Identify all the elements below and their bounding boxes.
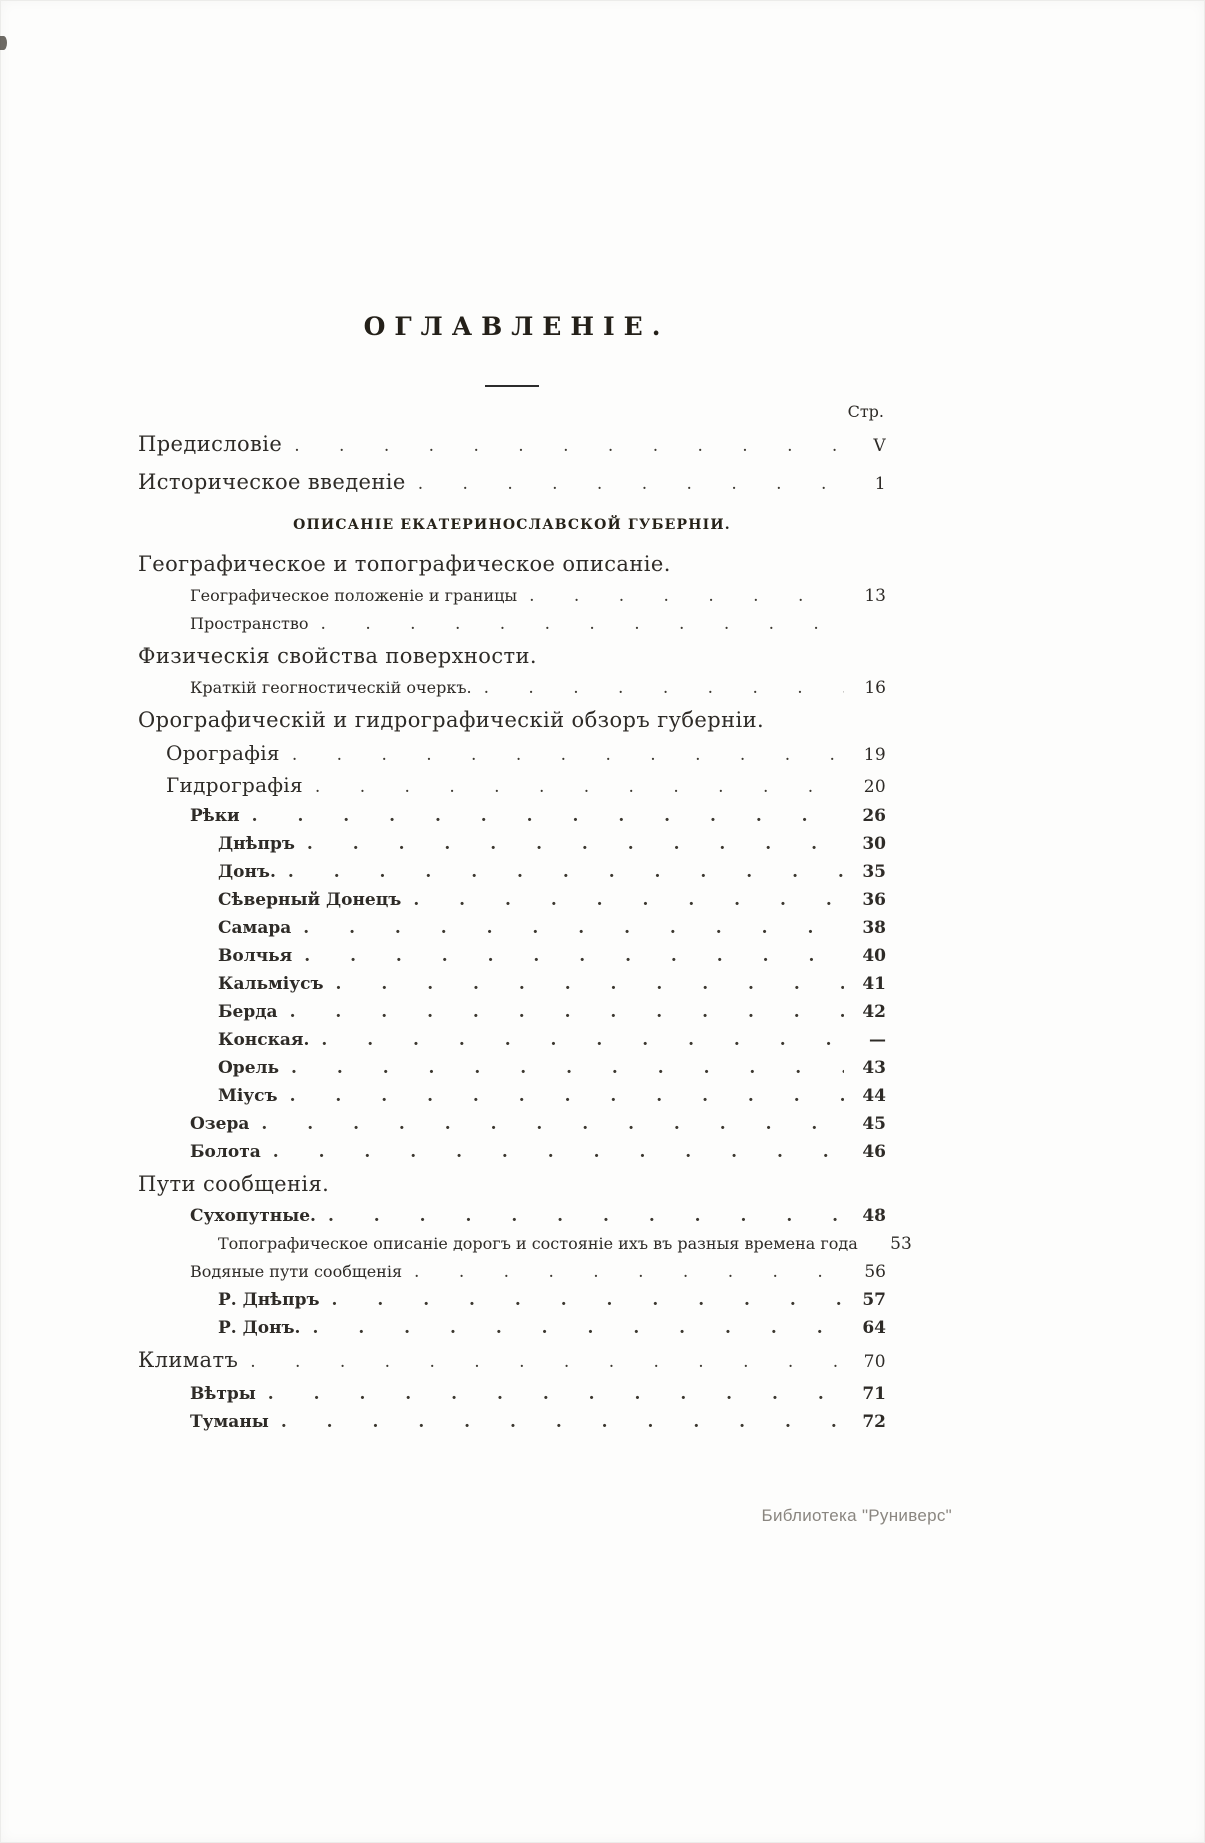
dot-leader	[294, 428, 844, 464]
page-number: 20	[863, 777, 886, 797]
dot-leader	[529, 582, 844, 610]
toc-entry-text: Озера	[190, 1114, 250, 1134]
dot-leader	[312, 1314, 844, 1342]
dot-leader	[252, 802, 844, 830]
dot-leader	[418, 466, 844, 502]
dot-leader	[413, 886, 844, 914]
toc-entry-text: Донъ.	[218, 862, 276, 882]
toc-row	[138, 1026, 886, 1054]
toc-row	[138, 1110, 886, 1138]
page-number: 48	[862, 1206, 886, 1226]
toc-row	[138, 1286, 886, 1314]
toc-row	[138, 1138, 886, 1166]
dot-leader	[321, 1026, 844, 1054]
toc-entry-text: Физическія свойства поверхности.	[138, 644, 538, 668]
toc-row	[138, 858, 886, 886]
toc-entry-text: Берда	[218, 1002, 278, 1022]
toc-entry-text: Предисловіе	[138, 432, 283, 456]
toc-entry-text: ОПИСАНІЕ ЕКАТЕРИНОСЛАВСКОЙ ГУБЕРНІИ.	[293, 517, 731, 533]
toc-entry-text: Краткій геогностическій очеркъ.	[190, 678, 472, 697]
dot-leader	[328, 1202, 844, 1230]
page-number: 35	[862, 862, 886, 882]
table-of-contents	[138, 312, 912, 1436]
toc-row	[138, 998, 886, 1026]
toc-row	[138, 1054, 886, 1082]
page-number: 38	[862, 918, 886, 938]
toc-row	[138, 1342, 886, 1380]
toc-row	[138, 830, 886, 858]
toc-row	[138, 674, 886, 702]
toc-entry-text: Географическое положеніе и границы	[190, 586, 518, 605]
dot-leader	[261, 1110, 844, 1138]
toc-row	[138, 802, 886, 830]
dot-leader	[332, 1286, 844, 1314]
toc-entry-text: Р. Донъ.	[218, 1318, 301, 1338]
page-number: 16	[864, 678, 886, 698]
page-number: 43	[862, 1058, 886, 1078]
toc-row	[138, 464, 886, 502]
toc-row	[138, 1082, 886, 1110]
page-number: 45	[862, 1114, 886, 1134]
toc-row	[138, 1408, 886, 1436]
dot-leader	[288, 858, 844, 886]
page-number: 30	[862, 834, 886, 854]
toc-entry-text: Вѣтры	[190, 1384, 256, 1404]
dot-leader	[268, 1380, 844, 1408]
page-number: 42	[862, 1002, 886, 1022]
toc-row	[138, 942, 886, 970]
scan-artifact-speck	[0, 36, 7, 50]
toc-row	[138, 702, 886, 738]
dot-leader	[273, 1138, 844, 1166]
toc-row	[138, 1380, 886, 1408]
page-number: 26	[862, 806, 886, 826]
page-number: 36	[862, 890, 886, 910]
dot-leader	[290, 998, 844, 1026]
dot-leader	[307, 830, 844, 858]
dot-leader	[321, 610, 844, 638]
toc-entry-text: Географическое и топографическое описаніе.	[138, 552, 671, 576]
toc-entry-text: Историческое введеніе	[138, 470, 406, 494]
toc-entry-text: Топографическое описаніе дорогъ и состояніе ихъ въ разныя времена года	[218, 1234, 858, 1253]
toc-entry-text: Болота	[190, 1142, 261, 1162]
page-number: 57	[862, 1290, 886, 1310]
dot-leader	[250, 1344, 844, 1380]
toc-row	[138, 1314, 886, 1342]
toc-row	[138, 1202, 886, 1230]
dot-leader	[303, 914, 844, 942]
dot-leader	[336, 970, 844, 998]
toc-entry-text: Самара	[218, 918, 292, 938]
page-number: V	[873, 436, 886, 456]
toc-row	[138, 970, 886, 998]
toc-row	[138, 886, 886, 914]
title-divider	[485, 385, 539, 387]
page-number: 71	[862, 1384, 886, 1404]
dot-leader	[291, 1054, 844, 1082]
page-title: ОГЛАВЛЕНІЕ.	[363, 312, 670, 341]
dot-leader	[315, 772, 844, 802]
page-number: 1	[874, 474, 886, 494]
dot-leader	[292, 740, 844, 770]
toc-row	[138, 512, 886, 538]
dot-leader	[484, 674, 844, 702]
page-number: 53	[890, 1234, 912, 1254]
dot-leader	[304, 942, 844, 970]
toc-entry-text: Гидрографія	[166, 773, 303, 797]
toc-entry-text: Сѣверный Донецъ	[218, 890, 402, 910]
page-column-header: Стр.	[847, 402, 884, 421]
toc-row	[138, 1166, 886, 1202]
toc-entry-text: Днѣпръ	[218, 834, 295, 854]
page-number: 19	[863, 745, 886, 765]
page-number: 46	[862, 1142, 886, 1162]
toc-entry-text: Пространство	[190, 614, 309, 633]
dot-leader	[414, 1258, 844, 1286]
toc-entry-text: Конская.	[218, 1030, 310, 1050]
page-number: 13	[864, 586, 886, 606]
toc-row	[138, 738, 886, 770]
toc-list	[138, 426, 912, 1436]
toc-entry-text: Сухопутные.	[190, 1206, 316, 1226]
page-number: 56	[864, 1262, 886, 1282]
toc-entry-text: Рѣки	[190, 806, 240, 826]
page-number: 64	[862, 1318, 886, 1338]
toc-entry-text: Пути сообщенія.	[138, 1172, 330, 1196]
page-number: 70	[863, 1352, 886, 1372]
toc-row	[138, 638, 886, 674]
page-number: 40	[862, 946, 886, 966]
toc-entry-text: Волчья	[218, 946, 293, 966]
toc-entry-text: Климатъ	[138, 1348, 239, 1372]
toc-entry-text: Р. Днѣпръ	[218, 1290, 320, 1310]
toc-row	[138, 1258, 886, 1286]
toc-row	[138, 426, 886, 464]
page-number: 41	[862, 974, 886, 994]
toc-row	[138, 770, 886, 802]
toc-row	[138, 546, 886, 582]
toc-entry-text: Орель	[218, 1058, 280, 1078]
toc-entry-text: Міусъ	[218, 1086, 278, 1106]
dot-leader	[281, 1408, 844, 1436]
toc-row	[138, 582, 886, 610]
page-number: 44	[862, 1086, 886, 1106]
toc-entry-text: Орографическій и гидрографическій обзоръ губерніи.	[138, 708, 765, 732]
toc-entry-text: Туманы	[190, 1412, 269, 1432]
toc-entry-text: Водяные пути сообщенія	[190, 1262, 403, 1281]
dot-leader	[290, 1082, 844, 1110]
library-watermark: Библиотека "Руниверс"	[761, 1506, 952, 1525]
toc-entry-text: Кальміусъ	[218, 974, 324, 994]
toc-row	[138, 610, 886, 638]
toc-row	[138, 1230, 912, 1258]
toc-row	[138, 914, 886, 942]
page-number: —	[869, 1030, 886, 1050]
toc-entry-text: Орографія	[166, 741, 280, 765]
page-number: 72	[862, 1412, 886, 1432]
